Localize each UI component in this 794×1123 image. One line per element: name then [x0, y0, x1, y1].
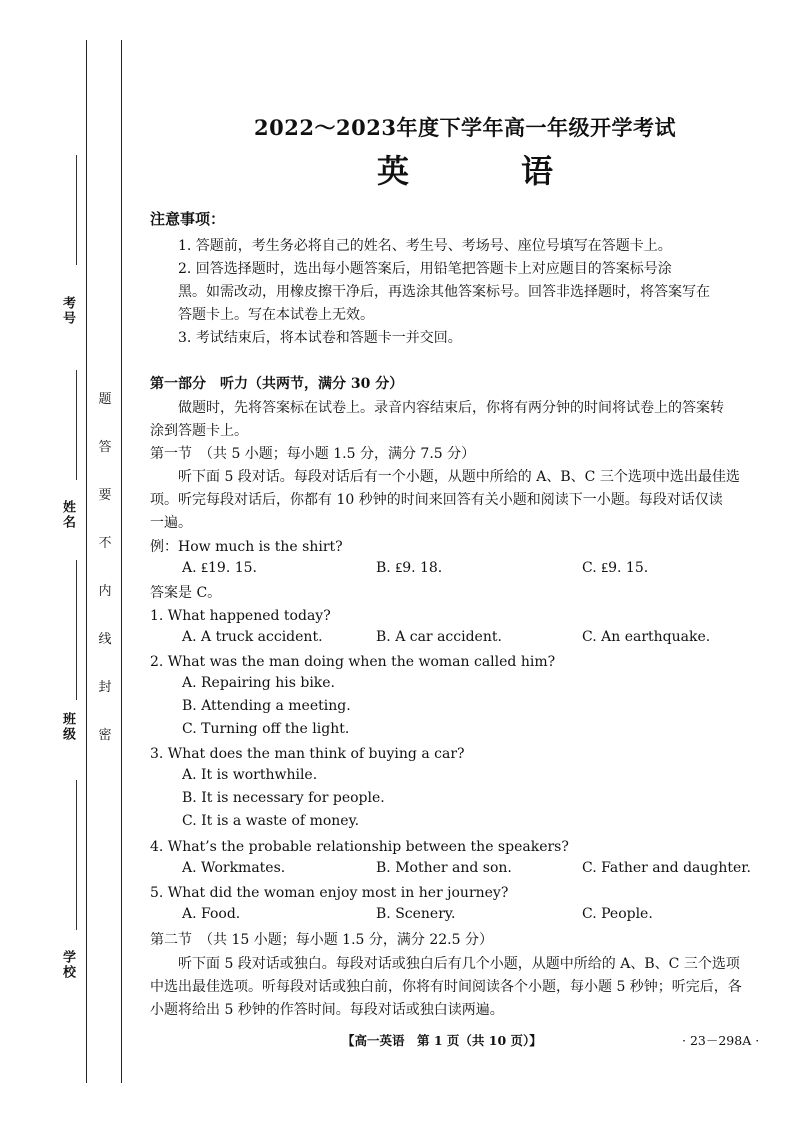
question: 5. What did the woman enjoy most in her journey?	[150, 885, 509, 901]
question-option: B. Scenery.	[376, 906, 456, 922]
seal-char: 题	[98, 392, 112, 407]
seal-char: 线	[98, 632, 112, 647]
section2-instruction: 听下面 5 段对话或独白。每段对话或独白后有几个小题，从题中所给的 A、B、C 三个选项	[178, 956, 740, 972]
seal-char: 要	[98, 488, 112, 503]
question: 3. What does the man think of buying a car?	[150, 746, 465, 762]
margin-line-inner	[121, 40, 122, 1083]
question-option: B. A car accident.	[376, 629, 502, 645]
seal-char: 不	[98, 536, 112, 551]
question: 2. What was the man doing when the woman called him?	[150, 654, 556, 670]
field-label-school: 学校	[60, 950, 75, 980]
section1-instruction: 一遍。	[150, 515, 192, 531]
part1-heading: 第一部分 听力（共两节，满分 30 分）	[150, 376, 404, 392]
field-blank-line	[76, 780, 77, 930]
exam-title: 2022～2023年度下学年高一年级开学考试	[254, 115, 676, 140]
seal-char: 内	[98, 584, 112, 599]
question-option: C. People.	[582, 906, 653, 922]
field-blank-line	[76, 155, 77, 265]
question-option: B. Mother and son.	[376, 860, 512, 876]
example-answer: 答案是 C。	[150, 585, 222, 601]
part1-intro: 做题时，先将答案标在试卷上。录音内容结束后，你将有两分钟的时间将试卷上的答案转	[178, 400, 724, 416]
section2-instruction: 中选出最佳选项。听每段对话或独白前，你将有时间阅读各个小题，每小题 5 秒钟；听完后，各	[150, 979, 742, 995]
question-option: A. A truck accident.	[182, 629, 323, 645]
question-option: A. Food.	[182, 906, 241, 922]
field-blank-line	[76, 560, 77, 700]
section1-heading: 第一节 （共 5 小题；每小题 1.5 分，满分 7.5 分）	[150, 446, 476, 462]
seal-char: 封	[98, 680, 112, 695]
question-option: A. Workmates.	[182, 860, 286, 876]
section1-instruction: 项。听完每段对话后，你都有 10 秒钟的时间来回答有关小题和阅读下一小题。每段对话仅读	[150, 492, 723, 508]
seal-char: 密	[98, 728, 112, 743]
section1-instruction: 听下面 5 段对话。每段对话后有一个小题，从题中所给的 A、B、C 三个选项中选出最佳选	[178, 469, 740, 485]
example-option: A. ₤19. 15.	[182, 560, 257, 576]
question-option: C. An earthquake.	[582, 629, 711, 645]
question-option: A. Repairing his bike.	[182, 675, 336, 691]
field-label-exam-no: 考号	[60, 296, 75, 326]
question: 4. What’s the probable relationship between the speakers?	[150, 839, 569, 855]
seal-char: 答	[98, 440, 112, 455]
notice-item: 3. 考试结束后，将本试卷和答题卡一并交回。	[178, 330, 462, 346]
part1-intro: 涂到答题卡上。	[150, 423, 248, 439]
question-option: A. It is worthwhile.	[182, 767, 318, 783]
section2-heading: 第二节 （共 15 小题；每小题 1.5 分，满分 22.5 分）	[150, 932, 493, 948]
example-option: B. ₤9. 18.	[376, 560, 443, 576]
margin-line-outer	[86, 40, 87, 1083]
field-blank-line	[76, 370, 77, 480]
question-option: C. It is a waste of money.	[182, 813, 360, 829]
notice-item: 答题卡上。写在本试卷上无效。	[178, 307, 374, 323]
example-question: 例：How much is the shirt?	[150, 539, 343, 555]
section2-instruction: 小题将给出 5 秒钟的作答时间。每段对话或独白读两遍。	[150, 1002, 504, 1018]
notice-item: 2. 回答选择题时，选出每小题答案后，用铅笔把答题卡上对应题目的答案标号涂	[178, 261, 672, 277]
page-footer: 【高一英语 第 1 页（共 10 页）】	[342, 1033, 542, 1048]
exam-code: · 23－298A ·	[682, 1033, 760, 1048]
notice-heading: 注意事项：	[150, 210, 226, 228]
question-option: C. Turning off the light.	[182, 721, 350, 737]
question-option: B. Attending a meeting.	[182, 698, 351, 714]
field-label-class: 班级	[60, 712, 75, 742]
notice-item: 黑。如需改动，用橡皮擦干净后，再选涂其他答案标号。回答非选择题时，将答案写在	[178, 284, 710, 300]
field-label-name: 姓名	[60, 500, 75, 530]
example-option: C. ₤9. 15.	[582, 560, 649, 576]
exam-subject: 英 语	[376, 152, 593, 190]
question-option: B. It is necessary for people.	[182, 790, 385, 806]
question-option: C. Father and daughter.	[582, 860, 751, 876]
question: 1. What happened today?	[150, 608, 331, 624]
notice-item: 1. 答题前，考生务必将自己的姓名、考生号、考场号、座位号填写在答题卡上。	[178, 238, 672, 254]
